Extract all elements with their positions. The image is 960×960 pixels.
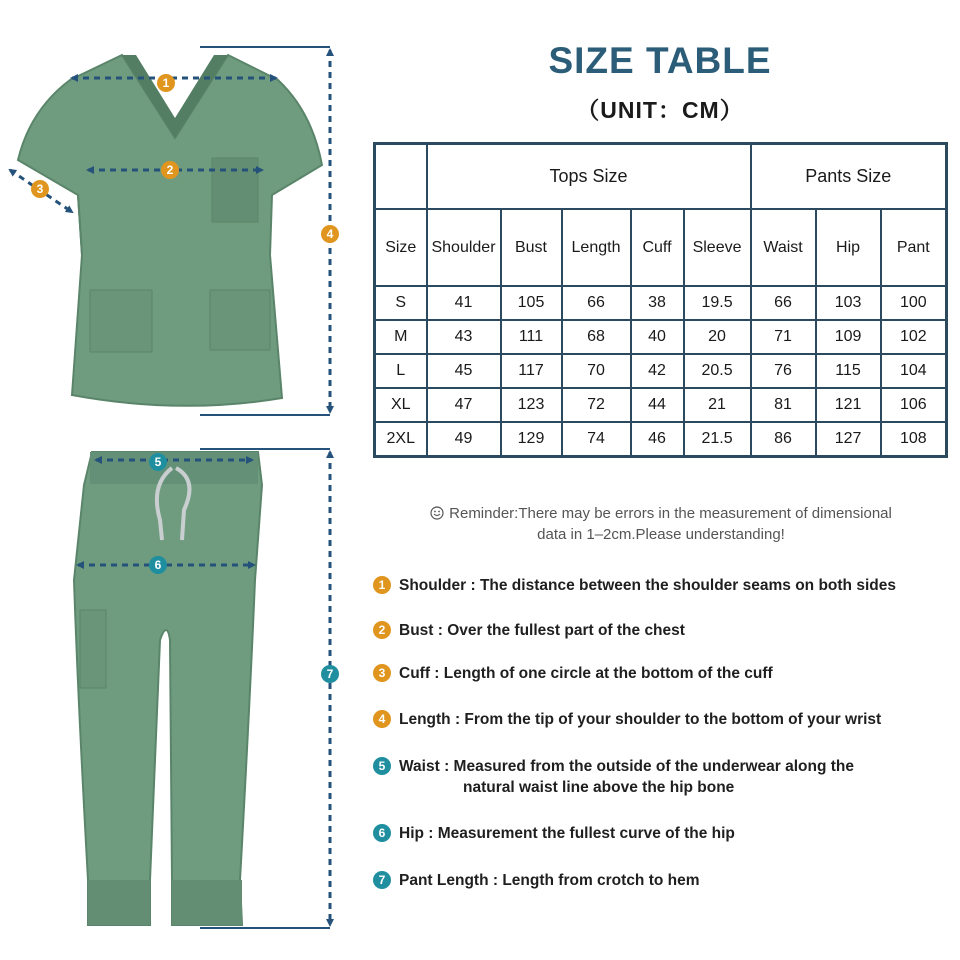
- definition-item: [373, 870, 953, 891]
- table-cell: 21.5: [684, 422, 751, 457]
- column-header-hip: Hip: [816, 209, 881, 287]
- svg-text:3: 3: [36, 182, 44, 196]
- number-badge-icon: 3: [373, 664, 391, 682]
- reminder-line-1: Reminder:There may be errors in the measurement of dimensional: [449, 505, 892, 522]
- table-cell: 74: [562, 422, 631, 457]
- svg-text:4: 4: [326, 227, 334, 241]
- table-cell: 47: [427, 388, 501, 422]
- number-badge-icon: 5: [373, 757, 391, 775]
- table-cell: L: [375, 354, 427, 388]
- table-cell: 42: [631, 354, 684, 388]
- reminder-line-2: data in 1–2cm.Please understanding!: [537, 526, 785, 543]
- table-cell: 76: [751, 354, 816, 388]
- table-cell: 68: [562, 320, 631, 354]
- marker-2-icon: [161, 161, 179, 179]
- column-header-cuff: Cuff: [631, 209, 684, 287]
- table-body: [375, 286, 947, 456]
- table-cell: 38: [631, 286, 684, 320]
- table-cell: 109: [816, 320, 881, 354]
- table-cell: M: [375, 320, 427, 354]
- table-group-header-row: [375, 144, 947, 209]
- marker-7-icon: [321, 665, 339, 683]
- table-cell: 70: [562, 354, 631, 388]
- table-cell: 129: [501, 422, 562, 457]
- table-row: [375, 388, 947, 422]
- table-cell: 115: [816, 354, 881, 388]
- definition-text: Waist : Measured from the outside of the underwear along the: [399, 758, 855, 775]
- column-header-length: Length: [562, 209, 631, 287]
- definition-text: Bust : Over the fullest part of the chest: [399, 622, 685, 639]
- table-cell: 100: [881, 286, 947, 320]
- tops-size-header: Tops Size: [427, 144, 751, 209]
- table-cell: 108: [881, 422, 947, 457]
- table-cell: 41: [427, 286, 501, 320]
- definition-text: Hip : Measurement the fullest curve of the hip: [399, 825, 735, 842]
- definition-item: [373, 823, 953, 844]
- table-cell: 40: [631, 320, 684, 354]
- number-badge-icon: 4: [373, 710, 391, 728]
- table-cell: 49: [427, 422, 501, 457]
- size-table: [373, 142, 948, 458]
- table-cell: 66: [562, 286, 631, 320]
- table-row: [375, 320, 947, 354]
- table-row: [375, 354, 947, 388]
- number-badge-icon: 1: [373, 576, 391, 594]
- garment-illustration: [0, 0, 360, 960]
- table-cell: 2XL: [375, 422, 427, 457]
- marker-4-icon: [321, 225, 339, 243]
- pants-size-header: Pants Size: [751, 144, 947, 209]
- table-cell: 21: [684, 388, 751, 422]
- scrub-top-shape: [18, 55, 322, 406]
- table-cell: XL: [375, 388, 427, 422]
- svg-text:5: 5: [154, 455, 162, 469]
- svg-text:6: 6: [154, 558, 162, 572]
- number-badge-icon: 2: [373, 621, 391, 639]
- table-cell: 45: [427, 354, 501, 388]
- marker-1-icon: [157, 74, 175, 92]
- column-header-size: Size: [375, 209, 427, 287]
- definition-item: [373, 620, 953, 641]
- table-cell: 66: [751, 286, 816, 320]
- table-cell: 44: [631, 388, 684, 422]
- definition-item: [373, 709, 953, 730]
- table-cell: 105: [501, 286, 562, 320]
- table-cell: 111: [501, 320, 562, 354]
- definition-text: Shoulder : The distance between the shoulder seams on both sides: [399, 577, 896, 594]
- table-cell: 127: [816, 422, 881, 457]
- table-cell: 102: [881, 320, 947, 354]
- definition-item: [373, 756, 953, 798]
- definition-text: Cuff : Length of one circle at the bottom of the cuff: [399, 665, 773, 682]
- definition-item: [373, 663, 953, 684]
- table-column-header-row: [375, 209, 947, 287]
- svg-text:2: 2: [166, 163, 174, 177]
- table-cell: 19.5: [684, 286, 751, 320]
- marker-6-icon: [149, 556, 167, 574]
- column-header-pant: Pant: [881, 209, 947, 287]
- table-cell: 117: [501, 354, 562, 388]
- number-badge-icon: 6: [373, 824, 391, 842]
- definition-text-continued: natural waist line above the hip bone: [463, 779, 735, 796]
- marker-3-icon: [31, 180, 49, 198]
- svg-text:7: 7: [326, 667, 334, 681]
- column-header-bust: Bust: [501, 209, 562, 287]
- marker-5-icon: [149, 453, 167, 471]
- table-cell: 103: [816, 286, 881, 320]
- number-badge-icon: 7: [373, 871, 391, 889]
- table-cell: 71: [751, 320, 816, 354]
- table-cell: 86: [751, 422, 816, 457]
- scrub-pants-shape: [74, 452, 262, 925]
- table-cell: 46: [631, 422, 684, 457]
- column-header-waist: Waist: [751, 209, 816, 287]
- column-header-sleeve: Sleeve: [684, 209, 751, 287]
- table-cell: 20: [684, 320, 751, 354]
- smiley-icon: [430, 506, 444, 520]
- table-row: [375, 422, 947, 457]
- reminder-note: [378, 503, 944, 545]
- table-cell: S: [375, 286, 427, 320]
- unit-label: （UNIT：CM）: [576, 97, 744, 123]
- definition-text: Pant Length : Length from crotch to hem: [399, 872, 700, 889]
- table-cell: 106: [881, 388, 947, 422]
- table-cell: 43: [427, 320, 501, 354]
- table-cell: 72: [562, 388, 631, 422]
- table-cell: 123: [501, 388, 562, 422]
- table-cell: 20.5: [684, 354, 751, 388]
- column-header-shoulder: Shoulder: [427, 209, 501, 287]
- definition-text: Length : From the tip of your shoulder to the bottom of your wrist: [399, 711, 882, 728]
- table-cell: 81: [751, 388, 816, 422]
- page-title: SIZE TABLE: [548, 40, 772, 81]
- table-row: [375, 286, 947, 320]
- table-cell: 121: [816, 388, 881, 422]
- table-cell: 104: [881, 354, 947, 388]
- table-corner-cell: [375, 144, 427, 209]
- svg-text:1: 1: [162, 76, 170, 90]
- definition-item: [373, 575, 953, 596]
